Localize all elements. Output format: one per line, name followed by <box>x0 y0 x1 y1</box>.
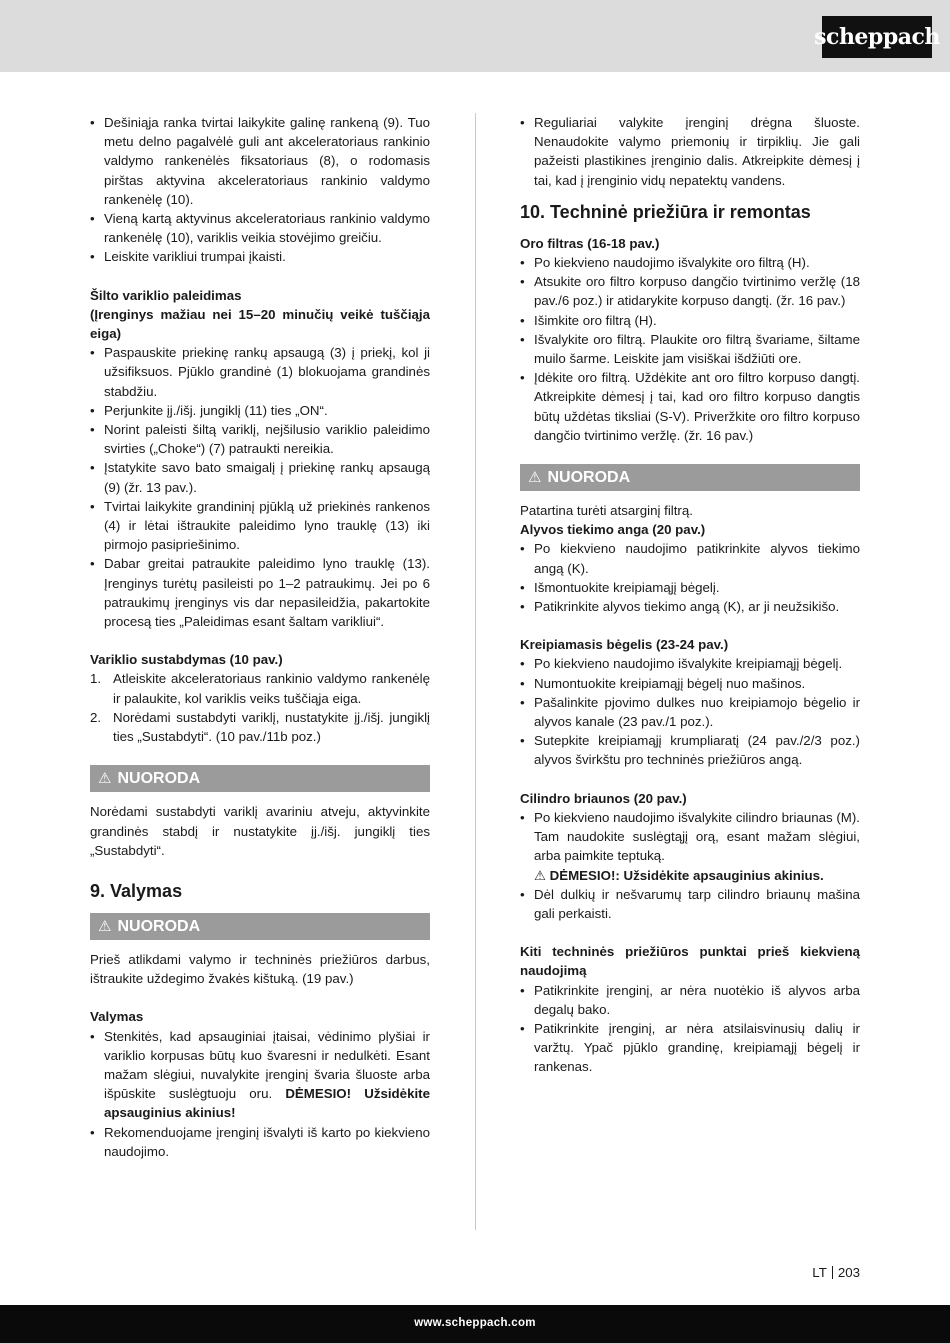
warm-start-heading: Šilto variklio paleidimas <box>90 287 242 303</box>
other-maintenance-list <box>520 981 860 1077</box>
list-item: • Patikrinkite alyvos tiekimo angą (K), ar ji neužsikišo. <box>520 597 860 616</box>
list-item-text: Po kiekvieno naudojimo išvalykite cilindro briaunas (M). Tam naudokite suslėgtąjį orą, esant mažam slėgiui, arba paimkite teptuką. <box>534 809 860 864</box>
engine-stop-steps <box>90 669 430 746</box>
list-item: • Leiskite varikliui trumpai įkaisti. <box>90 247 430 266</box>
list-item: • Reguliariai valykite įrenginį drėgna šluoste. Nenaudokite valymo priemonių ir tirpiklių. Jie gali pažeisti plastikines įrenginio dalis. Atkreipkite dėmesį į tai, kad į įrenginio vidų nepatektų vandens. <box>520 113 860 190</box>
step-text: Atleiskite akceleratoriaus rankinio valdymo rankenėlę ir palaukite, kol variklis veiks tuščiąja eiga. <box>113 671 430 706</box>
intro-list <box>90 113 430 267</box>
warning-icon: ⚠ <box>98 770 112 788</box>
guide-rail-heading: Kreipiamasis bėgelis (23-24 pav.) <box>520 637 729 653</box>
footer-url[interactable]: www.scheppach.com <box>414 1317 536 1329</box>
air-filter-heading: Oro filtras (16-18 pav.) <box>520 235 660 251</box>
notice-box <box>90 765 430 792</box>
warning-icon: ⚠ <box>528 469 542 487</box>
notice-text: Patartina turėti atsarginį filtrą. <box>520 503 693 519</box>
notice-text: Norėdami sustabdyti variklį avariniu atveju, aktyvinkite grandinės stabdį ir nustatykite įj./išj. jungiklį ties „Sustabdyti“. <box>90 804 430 858</box>
page-number <box>812 1265 860 1280</box>
column-divider <box>475 113 476 1230</box>
caution-text: DĖMESIO! Užsidėkite apsauginius akinius! <box>104 1086 430 1121</box>
page-lang: LT <box>812 1265 827 1280</box>
air-filter-list <box>520 253 860 445</box>
warning-icon: ⚠ <box>98 917 112 935</box>
list-item: • Po kiekvieno naudojimo patikrinkite alyvos tiekimo angą (K). <box>520 539 860 577</box>
footer-bar <box>0 1305 950 1343</box>
step-number: 2. <box>90 709 102 725</box>
notice-box <box>520 464 860 491</box>
caution-text: DĖMESIO!: Užsidėkite apsauginius akinius. <box>549 867 824 883</box>
list-item: • Dabar greitai patraukite paleidimo lyno trauklę (13). Įrenginys turėtų pasileisti po 1–2 patraukimų. Jei po 6 patraukimų įrenginys vis dar nepasileidžia, pakartokite procesą ties „Paleidimas esant šaltam varikliui“. <box>90 554 430 631</box>
right-column <box>520 113 860 1077</box>
cleaning-list-cont <box>520 113 860 190</box>
list-item: • Po kiekvieno naudojimo išvalykite kreipiamąjį bėgelį. <box>520 654 860 673</box>
other-maintenance-heading: Kiti techninės priežiūros punktai prieš kiekvieną naudojimą <box>520 944 860 979</box>
list-item: • Įstatykite savo bato smaigalį į priekinę rankų apsaugą (9) (žr. 13 pav.). <box>90 458 430 496</box>
cylinder-fins-heading: Cilindro briaunos (20 pav.) <box>520 790 687 806</box>
list-item: • Patikrinkite įrenginį, ar nėra nuotėkio iš alyvos arba degalų bako. <box>520 981 860 1019</box>
list-item: • Išvalykite oro filtrą. Plaukite oro filtrą švariame, šiltame muilo šarme. Leiskite jam visiškai išdžiūti ore. <box>520 330 860 368</box>
list-item: • Įdėkite oro filtrą. Uždėkite ant oro filtro korpuso dangtį. Atkreipkite dėmesį į tai, kad oro filtro korpuso dangtis būtų uždėtas tiksliai (S-V). Priveržkite oro filtro korpuso dangčio tvirtinimo veržlę. (žr. 16 pav.) <box>520 368 860 445</box>
oil-inlet-heading: Alyvos tiekimo anga (20 pav.) <box>520 522 706 538</box>
list-item: • Pašalinkite pjovimo dulkes nuo kreipiamojo bėgelio ir alyvos kanale (23 pav./1 poz.). <box>520 693 860 731</box>
notice-label: NUORODA <box>117 917 201 935</box>
list-item-text: Stenkitės, kad apsauginiai įtaisai, vėdinimo plyšiai ir variklio korpusas būtų kuo švaresni ir nedulkėti. Esant mažam slėgiui, nuvalykite įrenginį švaria šluoste arba išpūskite suslėgtuoju oru. <box>104 1028 430 1102</box>
list-item: • Patikrinkite įrenginį, ar nėra atsilaisvinusių dalių ir varžtų. Ypač pjūklo grandinę, kreipiamąjį bėgelį ir rankenas. <box>520 1019 860 1077</box>
oil-inlet-list <box>520 539 860 616</box>
warm-start-subheading: (Įrenginys mažiau nei 15–20 minučių veikė tuščiąja eiga) <box>90 306 430 342</box>
step-number: 1. <box>90 671 102 687</box>
section-9-title: 9. Valymas <box>90 880 183 901</box>
section-10-title: 10. Techninė priežiūra ir remontas <box>520 201 811 222</box>
warm-start-list <box>90 343 430 631</box>
list-item <box>90 708 430 746</box>
list-item: • Vieną kartą aktyvinus akceleratoriaus rankinio valdymo rankenėlę (10), variklis veikia stovėjimo greičiu. <box>90 209 430 247</box>
list-item: • Po kiekvieno naudojimo išvalykite oro filtrą (H). <box>520 253 860 272</box>
list-item <box>520 808 860 885</box>
list-item <box>90 669 430 707</box>
header-band <box>0 0 950 72</box>
list-item <box>90 1027 430 1123</box>
list-item: • Paspauskite priekinę rankų apsaugą (3) į priekį, kol ji užsifiksuos. Pjūklo grandinė (1) blokuojama grandinės stabdžiu. <box>90 343 430 401</box>
list-item: • Atsukite oro filtro korpuso dangčio tvirtinimo veržlę (18 pav./6 poz.) ir atidarykite korpuso dangtį. (žr. 16 pav.) <box>520 272 860 310</box>
list-item: • Rekomenduojame įrenginį išvalyti iš karto po kiekvieno naudojimo. <box>90 1123 430 1161</box>
list-item: • Numontuokite kreipiamąjį bėgelį nuo mašinos. <box>520 674 860 693</box>
cleaning-list <box>90 1027 430 1161</box>
notice-box <box>90 913 430 940</box>
left-column <box>90 113 430 1161</box>
page-number-value: 203 <box>837 1265 860 1280</box>
guide-rail-list <box>520 654 860 769</box>
list-item: • Dėl dulkių ir nešvarumų tarp cilindro briaunų mašina gali perkaisti. <box>520 885 860 923</box>
page-number-separator <box>832 1266 833 1279</box>
brand-logo: scheppach <box>822 16 932 58</box>
list-item: • Išimkite oro filtrą (H). <box>520 311 860 330</box>
list-item: • Dešiniąja ranka tvirtai laikykite galinę rankeną (9). Tuo metu delno pagalvėlė guli ant akceleratoriaus rankinio valdymo rankenėlės fiksatoriaus (8), o rodomasis pirštas aktyvina akceleratoriaus rankinio valdymo rankenėlę (10). <box>90 113 430 209</box>
list-item: • Sutepkite kreipiamąjį krumpliaratį (24 pav./2/3 poz.) alyvos švirkštu pro techninės priežiūros angą. <box>520 731 860 769</box>
notice-text: Prieš atlikdami valymo ir techninės priežiūros darbus, ištraukite uždegimo žvakės kištuką. (19 pav.) <box>90 951 430 987</box>
cleaning-heading: Valymas <box>90 1009 144 1025</box>
list-item: • Norint paleisti šiltą variklį, nejšilusio variklio paleidimo svirties („Choke“) (7) patraukti nereikia. <box>90 420 430 458</box>
cylinder-fins-list <box>520 808 860 923</box>
list-item: • Išmontuokite kreipiamąjį bėgelį. <box>520 578 860 597</box>
list-item: • Perjunkite įj./išj. jungiklį (11) ties „ON“. <box>90 401 430 420</box>
notice-label: NUORODA <box>547 469 631 487</box>
engine-stop-heading: Variklio sustabdymas (10 pav.) <box>90 652 283 668</box>
list-item: • Tvirtai laikykite grandininį pjūklą už priekinės rankenos (4) ir lėtai ištraukite paleidimo lyno trauklę (13) iki pirmojo pasipriešinimo. <box>90 497 430 555</box>
notice-label: NUORODA <box>117 770 201 788</box>
warning-icon: ⚠ <box>534 867 550 883</box>
step-text: Norėdami sustabdyti variklį, nustatykite įj./išj. jungiklį ties „Sustabdyti“. (10 pav./11b poz.) <box>113 709 430 745</box>
